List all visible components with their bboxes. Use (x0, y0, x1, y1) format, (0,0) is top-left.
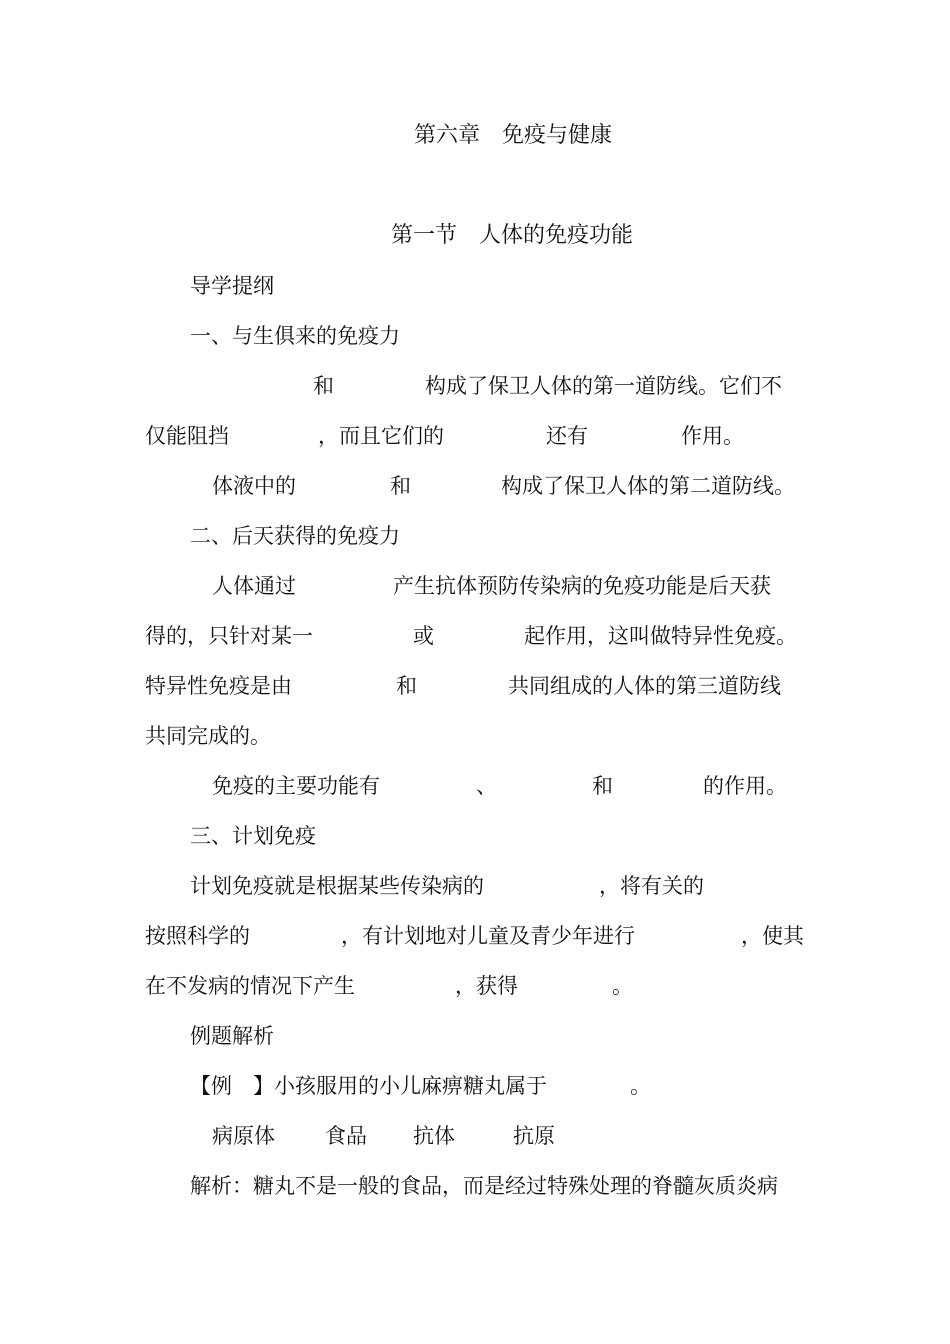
part2-line2-c: 起作用，这叫做特异性免疫。 (524, 624, 797, 648)
part2-line4-a: 共同完成的。 (145, 724, 271, 748)
part1-line2-b: ，而且它们的 (318, 424, 444, 448)
part2-line2-a: 得的，只针对某一 (145, 624, 313, 648)
part3-line2-a: 按照科学的 (145, 924, 250, 948)
example-analysis: 解析：糖丸不是一般的食品，而是经过特殊处理的脊髓灰质炎病 (190, 1174, 778, 1198)
example-question-a: 【例 】小孩服用的小儿麻痹糖丸属于 (190, 1074, 547, 1098)
part1-line2-d: 作用。 (681, 424, 744, 448)
part2-line3-c: 共同组成的人体的第三道防线 (508, 674, 781, 698)
part2-line5-d: 的作用。 (703, 774, 787, 798)
part3-line1-a: 计划免疫就是根据某些传染病的 (190, 874, 484, 898)
part3-line3-a: 在不发病的情况下产生 (145, 974, 355, 998)
part3-line2-b: ，有计划地对儿童及青少年进行 (341, 924, 635, 948)
part1-line3-b: 和 (390, 474, 411, 498)
part3-line2-c: ，使其 (741, 924, 804, 948)
part1-line2-c: 还有 (546, 424, 588, 448)
part2-heading: 二、后天获得的免疫力 (190, 524, 400, 548)
part2-line3-a: 特异性免疫是由 (145, 674, 292, 698)
part3-line3-c: 。 (612, 974, 633, 998)
option-a: 病原体 (212, 1124, 275, 1148)
part1-line3-a: 体液中的 (212, 474, 296, 498)
section-title: 第一节 人体的免疫功能 (391, 223, 634, 248)
chapter-title: 第六章 免疫与健康 (414, 123, 613, 148)
part2-line5-b: 、 (476, 774, 497, 798)
part2-line1-a: 人体通过 (212, 574, 296, 598)
part1-line1-a: 和 (313, 374, 334, 398)
part3-line3-b: ，获得 (455, 974, 518, 998)
part1-line1-b: 构成了保卫人体的第一道防线。它们不 (425, 374, 782, 398)
option-b: 食品 (325, 1124, 367, 1148)
part1-line2-a: 仅能阻挡 (145, 424, 229, 448)
part3-line1-b: ，将有关的 (599, 874, 704, 898)
part1-line3-c: 构成了保卫人体的第二道防线。 (501, 474, 795, 498)
part2-line5-a: 免疫的主要功能有 (212, 774, 380, 798)
part2-line1-b: 产生抗体预防传染病的免疫功能是后天获 (393, 574, 771, 598)
option-d: 抗原 (513, 1124, 555, 1148)
part2-line5-c: 和 (592, 774, 613, 798)
example-heading: 例题解析 (190, 1024, 274, 1048)
example-question-b: 。 (630, 1074, 651, 1098)
option-c: 抗体 (413, 1124, 455, 1148)
part1-heading: 一、与生俱来的免疫力 (190, 324, 400, 348)
guide-heading: 导学提纲 (190, 274, 274, 298)
part2-line3-b: 和 (396, 674, 417, 698)
part3-heading: 三、计划免疫 (190, 824, 316, 848)
part2-line2-b: 或 (413, 624, 434, 648)
